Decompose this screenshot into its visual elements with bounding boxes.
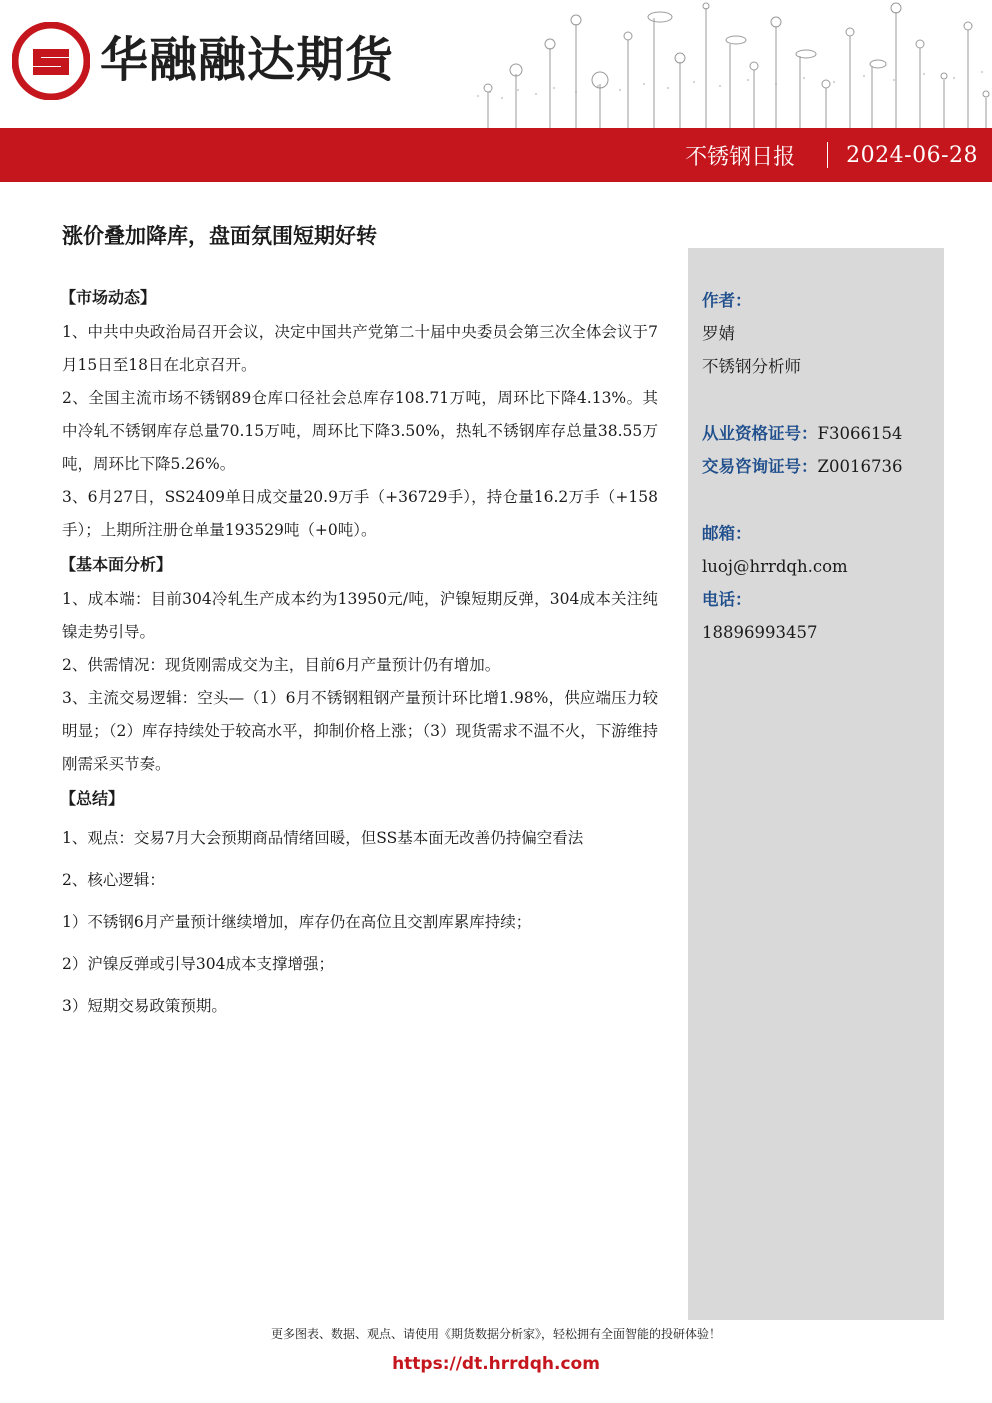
license-value: F3066154 <box>817 424 903 443</box>
fundamentals-paragraph-3: 3、主流交易逻辑：空头—（1）6月不锈钢粗钢产量预计环比增1.98%，供应端压力较明显；（2）库存持续处于较高水平，抑制价格上涨；（3）现货需求不温不火，下游维持刚需采买节奏。 <box>62 689 658 773</box>
fundamentals-paragraph-2: 2、供需情况：现货刚需成交为主，目前6月产量预计仍有增加。 <box>62 656 501 674</box>
footer-note: 更多图表、数据、观点、请使用《期货数据分析家》，轻松拥有全面智能的投研体验！ <box>270 1327 721 1341</box>
market-paragraph-2: 2、全国主流市场不锈钢89仓库口径社会总库存108.71万吨，周环比下降4.13%。其中冷轧不锈钢库存总量70.15万吨，周环比下降3.50%，热轧不锈钢库存总量38.55万吨，周环比下降5.26%。 <box>62 389 658 473</box>
report-header <box>0 0 992 182</box>
section-heading-summary: 【总结】 <box>60 789 125 808</box>
report-date: 2024-06-28 <box>846 142 978 168</box>
section-heading-fundamentals: 【基本面分析】 <box>60 555 173 574</box>
report-banner <box>0 128 992 182</box>
report-type: 不锈钢日报 <box>685 144 796 170</box>
email-label: 邮箱： <box>702 524 752 543</box>
section-heading-market: 【市场动态】 <box>60 288 157 307</box>
market-paragraph-1: 1、中共中央政治局召开会议，决定中国共产党第二十届中央委员会第三次全体会议于7月15日至18日在北京召开。 <box>62 323 658 374</box>
brand-name: 华融融达期货 <box>100 32 395 88</box>
fundamentals-paragraph-1: 1、成本端：目前304冷轧生产成本约为13950元/吨，沪镍短期反弹，304成本关注纯镍走势引导。 <box>62 590 658 641</box>
summary-paragraph-5: 3）短期交易政策预期。 <box>62 997 227 1015</box>
phone-label: 电话： <box>702 590 752 609</box>
banner-divider <box>827 142 828 168</box>
footer-link[interactable]: https://dt.hrrdqh.com <box>392 1354 600 1374</box>
phone-value: 18896993457 <box>702 623 818 642</box>
summary-paragraph-4: 2）沪镍反弹或引导304成本支撑增强； <box>62 955 334 973</box>
author-label: 作者： <box>702 291 752 310</box>
author-title: 不锈钢分析师 <box>702 357 801 376</box>
decorative-pattern-icon <box>458 0 992 128</box>
summary-paragraph-2: 2、核心逻辑： <box>62 871 165 889</box>
market-paragraph-3: 3、6月27日，SS2409单日成交量20.9万手（+36729手），持仓量16.2万手（+158手）；上期所注册仓单量193529吨（+0吨）。 <box>62 488 658 539</box>
summary-paragraph-3: 1）不锈钢6月产量预计继续增加，库存仍在高位且交割库累库持续； <box>62 913 532 931</box>
report-title: 涨价叠加降库，盘面氛围短期好转 <box>62 224 377 248</box>
author-name: 罗婧 <box>702 324 735 343</box>
report-body <box>62 280 658 1027</box>
consult-license-label: 交易咨询证号： <box>702 457 818 476</box>
author-sidebar <box>688 248 944 1320</box>
summary-paragraph-1: 1、观点：交易7月大会预期商品情绪回暖，但SS基本面无改善仍持偏空看法 <box>62 829 584 847</box>
license-label: 从业资格证号： <box>702 424 818 443</box>
consult-license-value: Z0016736 <box>817 457 903 476</box>
company-logo-icon <box>12 22 90 100</box>
email-value[interactable]: luoj@hrrdqh.com <box>702 557 848 576</box>
